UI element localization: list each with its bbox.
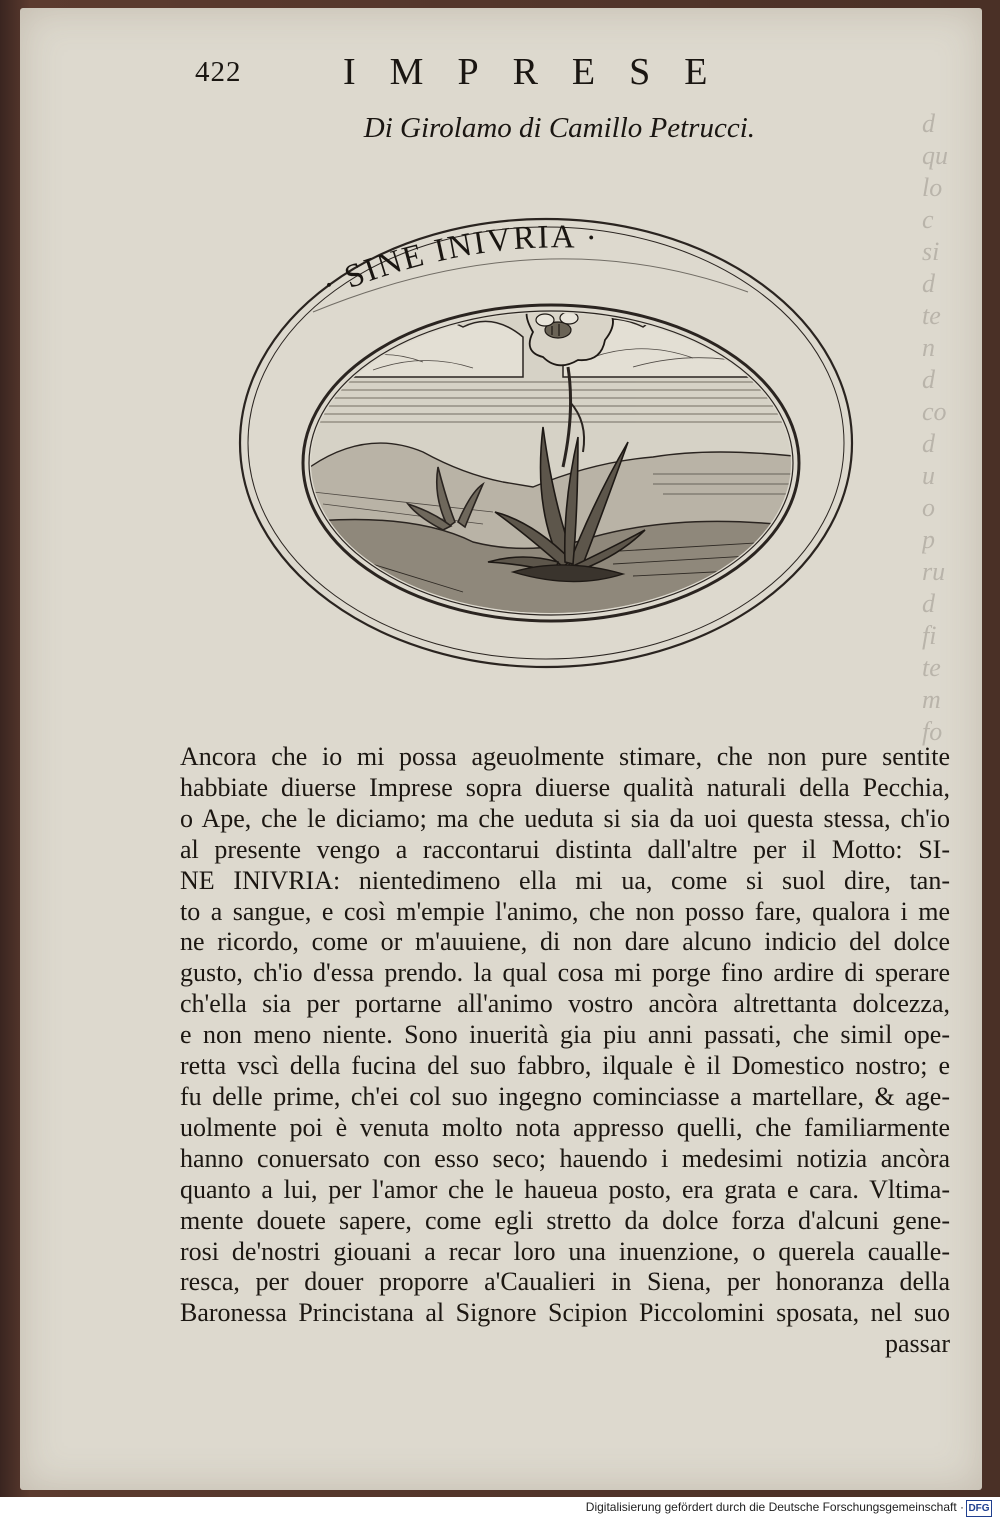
body-line: Ancora che io mi possa ageuolmente stimare, che non pure sentite xyxy=(180,742,950,771)
body-line: mente douete sapere, come egli stretto da dolce forza d'alcuni gene- xyxy=(180,1205,950,1235)
body-line: o Ape, che le diciamo; ma che ueduta si sia da uoi questa stessa, ch'io xyxy=(180,803,950,833)
emblem-motto-path: · SINE INIVRIA · xyxy=(317,219,600,305)
body-line: retta vscì della fucina del suo fabbro, ilquale è il Domestico nostro; e xyxy=(180,1051,950,1081)
running-title: IMPRESE xyxy=(343,51,742,93)
body-line: NE INIVRIA: nientedimeno ella mi ua, come si suol dire, tan- xyxy=(180,865,950,895)
digitization-footer xyxy=(0,1497,1000,1520)
dfg-logo: DFG xyxy=(966,1500,992,1517)
emblem-motto xyxy=(318,219,600,304)
body-line: fu delle prime, ch'ei col suo ingegno cominciasse a martellare, & age- xyxy=(180,1081,950,1111)
body-line: Baronessa Princistana al Signore Scipion Piccolomini sposata, nel suo xyxy=(180,1298,950,1328)
bleed-through-text: d qu lo c si d te n d co d u o p ru d fi te m fo xyxy=(922,109,948,746)
body-line: hanno conuersato con esso seco; hauendo i medesimi notizia ancòra xyxy=(180,1143,950,1173)
body-line: ne ricordo, come or m'auuiene, di non dare alcuno indicio del dolce xyxy=(180,927,950,957)
body-line: e non meno niente. Sono inuerità gia piu anni passati, che simil ope- xyxy=(180,1020,950,1050)
section-subtitle: Di Girolamo di Camillo Petrucci. xyxy=(363,112,755,144)
body-line: quanto a lui, per l'amor che le haueua posto, era grata e cara. Vltima- xyxy=(180,1174,950,1204)
funding-credit: Digitalisierung gefördert durch die Deutsche Forschungsgemeinschaft · xyxy=(585,1500,964,1514)
catchword: passar xyxy=(885,1329,950,1359)
body-line: gusto, ch'io d'essa prendo. la qual cosa mi porge fino ardire di sperare xyxy=(180,958,950,988)
body-line: uolmente poi è venuta molto nota appresso quelli, che familiarmente xyxy=(180,1112,950,1142)
body-line: rosi de'nostri giouani a recar loro una inuenzione, o querela caualle- xyxy=(180,1236,950,1266)
emblem-engraving xyxy=(233,212,863,674)
body-line: habbiate diuerse Imprese sopra diuerse qualità naturali della Pecchia, xyxy=(180,772,950,802)
body-line: al presente vengo a raccontarui distinta dall'altre per il Motto: SI- xyxy=(180,834,950,864)
body-line: ch'ella sia per portarne all'animo vostro ancòra altrettanta dolcezza, xyxy=(180,989,950,1019)
body-line: resca, per douer proporre a'Caualieri in Siena, per honoranza della xyxy=(180,1267,950,1297)
body-line: to a sangue, e così m'empie l'animo, che non posso fare, qualora i me xyxy=(180,896,950,926)
body-text xyxy=(180,742,950,1360)
page-number: 422 xyxy=(195,56,242,88)
